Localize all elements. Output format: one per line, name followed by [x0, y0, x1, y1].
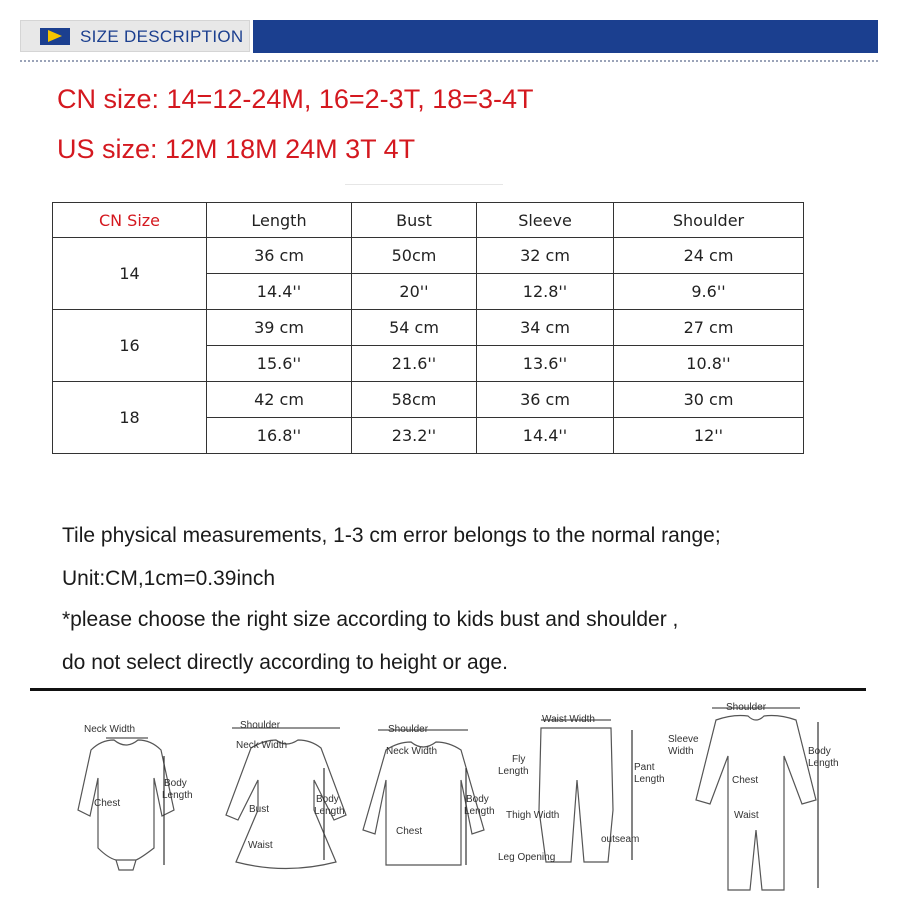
diagram-label: Pant	[634, 762, 655, 773]
section-rule	[30, 688, 866, 691]
table-row	[53, 238, 804, 274]
diagram-label: Chest	[94, 798, 121, 809]
table-cell: 58cm	[352, 382, 477, 418]
diagram-label: Shoulder	[240, 720, 281, 731]
table-cell: 21.6''	[352, 346, 477, 382]
romper-figure	[696, 708, 818, 890]
size-cell: 14	[53, 238, 207, 310]
diagram-label: Length	[464, 806, 495, 817]
diagram-label: Body	[808, 746, 831, 757]
cn-size-mapping: CN size: 14=12-24M, 16=2-3T, 18=3-4T	[57, 84, 534, 114]
section-title: SIZE DESCRIPTION	[80, 27, 244, 46]
table-cell: 14.4''	[207, 274, 352, 310]
table-row	[53, 382, 804, 418]
diagram-label: Neck Width	[386, 746, 438, 757]
column-header: Bust	[352, 203, 477, 238]
table-cell: 30 cm	[614, 382, 804, 418]
table-cell: 9.6''	[614, 274, 804, 310]
table-cell: 16.8''	[207, 418, 352, 454]
size-cell: 18	[53, 382, 207, 454]
column-header: Length	[207, 203, 352, 238]
diagram-label: Chest	[732, 775, 759, 786]
diagram-label: Waist Width	[542, 714, 595, 725]
dotted-divider	[20, 60, 878, 62]
table-cell: 13.6''	[477, 346, 614, 382]
table-header-row	[53, 203, 804, 238]
diagram-label: Waist	[248, 840, 273, 851]
diagram-label: Neck Width	[236, 740, 288, 751]
table-cell: 42 cm	[207, 382, 352, 418]
diagram-label: Body	[164, 778, 187, 789]
note-line: Unit:CM,1cm=0.39inch	[62, 567, 276, 590]
table-cell: 36 cm	[207, 238, 352, 274]
table-cell: 32 cm	[477, 238, 614, 274]
diagram-label: Length	[162, 790, 193, 801]
bodysuit-figure	[78, 738, 174, 870]
table-cell: 54 cm	[352, 310, 477, 346]
table-cell: 10.8''	[614, 346, 804, 382]
garment-illustrations	[36, 700, 868, 896]
column-header: Shoulder	[614, 203, 804, 238]
size-cell: 16	[53, 310, 207, 382]
diagram-label: outseam	[601, 834, 640, 845]
table-cell: 15.6''	[207, 346, 352, 382]
diagram-label: Shoulder	[388, 724, 429, 735]
note-line: do not select directly according to height or age.	[62, 651, 508, 674]
diagram-label: Shoulder	[726, 702, 767, 713]
diagram-label: Fly	[512, 754, 526, 765]
note-line: *please choose the right size according to kids bust and shoulder ,	[62, 608, 679, 631]
diagram-label: Chest	[396, 826, 423, 837]
header-band	[253, 20, 878, 53]
table-cell: 12.8''	[477, 274, 614, 310]
diagram-label: Neck Width	[84, 724, 136, 735]
diagram-label: Body	[466, 794, 489, 805]
measurement-diagram	[36, 700, 868, 896]
diagram-label: Sleeve	[668, 734, 699, 745]
table-row	[53, 310, 804, 346]
diagram-label: Waist	[734, 810, 759, 821]
us-size-mapping: US size: 12M 18M 24M 3T 4T	[57, 134, 416, 164]
diagram-label: Length	[808, 758, 839, 769]
table-cell: 24 cm	[614, 238, 804, 274]
play-arrow-icon	[40, 28, 70, 45]
table-cell: 34 cm	[477, 310, 614, 346]
diagram-label: Width	[668, 746, 694, 757]
diagram-label: Thigh Width	[506, 810, 560, 821]
separator	[345, 184, 503, 185]
size-table	[52, 202, 804, 454]
table-cell: 27 cm	[614, 310, 804, 346]
diagram-label: Length	[498, 766, 529, 777]
column-header: Sleeve	[477, 203, 614, 238]
table-cell: 14.4''	[477, 418, 614, 454]
table-cell: 12''	[614, 418, 804, 454]
diagram-label: Leg Opening	[498, 852, 556, 863]
table-cell: 23.2''	[352, 418, 477, 454]
table-cell: 20''	[352, 274, 477, 310]
table-cell: 39 cm	[207, 310, 352, 346]
table-cell: 36 cm	[477, 382, 614, 418]
column-header: CN Size	[53, 203, 207, 238]
diagram-label: Length	[314, 806, 345, 817]
diagram-label: Body	[316, 794, 339, 805]
diagram-label: Bust	[249, 804, 270, 815]
table-cell: 50cm	[352, 238, 477, 274]
diagram-label: Length	[634, 774, 665, 785]
note-line: Tile physical measurements, 1-3 cm error belongs to the normal range;	[62, 524, 721, 547]
